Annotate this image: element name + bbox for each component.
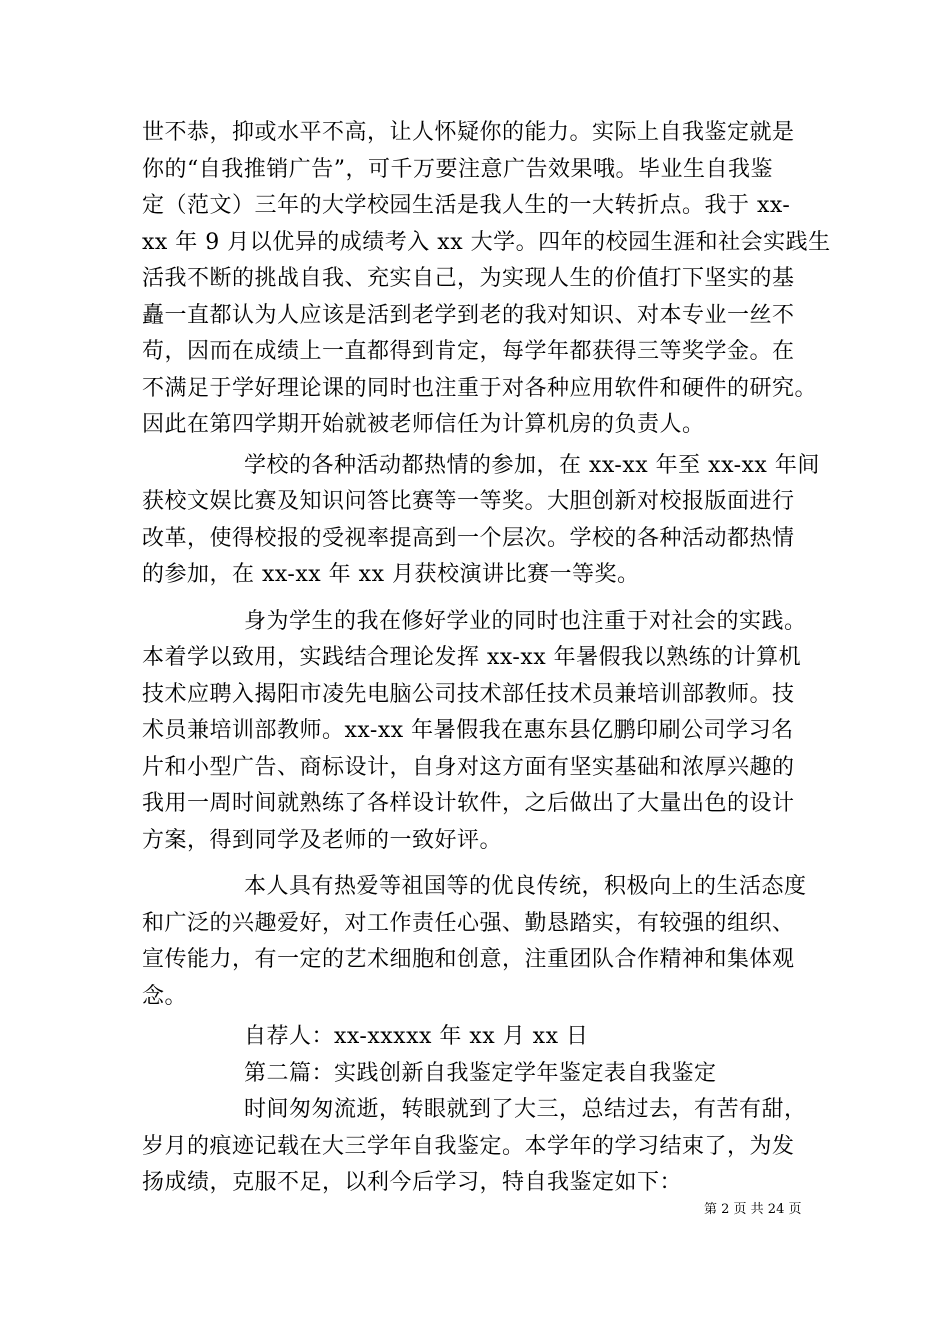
text-line: 扬成绩，克服不足，以利今后学习，特自我鉴定如下： [142, 1170, 683, 1195]
text-line: 术员兼培训部教师。xx-xx 年暑假我在惠东县亿鹏印刷公司学习名 [142, 718, 794, 743]
section-heading: 第二篇：实践创新自我鉴定学年鉴定表自我鉴定 [244, 1060, 717, 1086]
text-line: 改革，使得校报的受视率提高到一个层次。学校的各种活动都热情 [142, 525, 795, 551]
text-line: 本着学以致用，实践结合理论发挥 xx-xx 年暑假我以熟练的计算机 [142, 645, 802, 670]
text-line: 方案，得到同学及老师的一致好评。 [142, 827, 503, 853]
text-line: 活我不断的挑战自我、充实自己，为实现人生的价值打下坚实的基 [142, 266, 795, 291]
text-line: 苟，因而在成绩上一直都得到肯定，每学年都获得三等奖学金。在 [142, 339, 795, 364]
text-line: 和广泛的兴趣爱好，对工作责任心强、勤恳踏实，有较强的组织、 [142, 910, 795, 936]
text-line: 的参加，在 xx-xx 年 xx 月获校演讲比赛一等奖。 [142, 562, 640, 587]
text-line: 宣传能力，有一定的艺术细胞和创意，注重团队合作精神和集体观 [142, 947, 795, 972]
text-line: xx 年 9 月以优异的成绩考入 xx 大学。四年的校园生涯和社会实践生 [142, 229, 831, 255]
text-line: 获校文娱比赛及知识问答比赛等一等奖。大胆创新对校报版面进行 [142, 489, 795, 514]
text-line: 身为学生的我在修好学业的同时也注重于对社会的实践。 [244, 608, 807, 634]
text-line: 我用一周时间就熟练了各样设计软件，之后做出了大量出色的设计 [142, 791, 795, 816]
text-line: 念。 [142, 983, 188, 1009]
text-line: 学校的各种活动都热情的参加，在 xx-xx 年至 xx-xx 年间 [244, 452, 820, 478]
document-body [142, 115, 831, 1202]
text-line: 世不恭，抑或水平不高，让人怀疑你的能力。实际上自我鉴定就是 [142, 120, 795, 145]
text-line: 时间匆匆流逝，转眼就到了大三，总结过去，有苦有甜， [244, 1097, 807, 1122]
text-line: 矗一直都认为人应该是活到老学到老的我对知识、对本专业一丝不 [142, 302, 795, 328]
page-number-footer: 第 2 页 共 24 页 [704, 1202, 802, 1217]
text-line: 不满足于学好理论课的同时也注重于对各种应用软件和硬件的研究。 [142, 375, 818, 401]
text-line: 片和小型广告、商标设计，自身对这方面有坚实基础和浓厚兴趣的 [142, 754, 795, 780]
text-line: 因此在第四学期开始就被老师信任为计算机房的负责人。 [142, 412, 705, 437]
text-line: 技术应聘入揭阳市凌先电脑公司技术部任技术员兼培训部教师。技 [142, 681, 795, 707]
signature-line: 自荐人：xx-xxxxx 年 xx 月 xx 日 [244, 1024, 589, 1049]
text-line: 本人具有热爱等祖国等的优良传统，积极向上的生活态度 [244, 874, 807, 899]
text-line: 岁月的痕迹记载在大三学年自我鉴定。本学年的学习结束了，为发 [142, 1133, 795, 1159]
text-line: 定（范文）三年的大学校园生活是我人生的一大转折点。我于 xx- [142, 193, 791, 218]
text-line: 你的“自我推销广告”，可千万要注意广告效果哦。毕业生自我鉴 [142, 156, 773, 182]
